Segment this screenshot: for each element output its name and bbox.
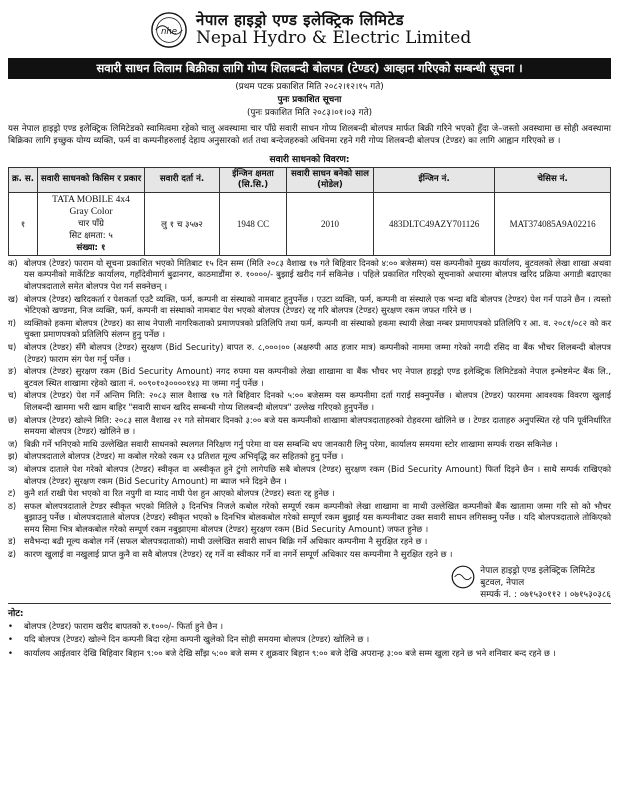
cell-chassis-no: MAT374085A9A02216 bbox=[495, 192, 611, 255]
bullet-icon: • bbox=[8, 634, 13, 645]
signature-address: बुटवल, नेपाल bbox=[480, 577, 525, 588]
svg-text:nhe: nhe bbox=[160, 26, 178, 37]
term-text: बोलपत्र (टेण्डर) सुरक्षण रकम (Bid Security Amount) नगद रुपमा यस कम्पनीको लेखा शाखामा वा बैंक भौचर भए नेपाल हाइड्रो एण्ड इलेक्ट्रिक लिमिटेडको नेपाल इन्भेष्टमेन्ट बैंक लि., बुटवल स्थित शाखामा रहेको खाता नं. ००९०१०३००००१४३ मा जम्मा गर्नु पर्नेछ । bbox=[24, 366, 611, 388]
company-logo bbox=[150, 11, 188, 49]
term-marker: ख) bbox=[8, 293, 19, 304]
col-header: चेसिस नं. bbox=[495, 167, 611, 192]
note-item bbox=[8, 648, 611, 660]
term-item bbox=[8, 366, 611, 389]
col-header: सवारी साधनको किसिम र प्रकार bbox=[38, 167, 145, 192]
cell-reg-no: लु १ च ३५७२ bbox=[145, 192, 220, 255]
note-item bbox=[8, 634, 611, 646]
vehicle-line: Gray Color bbox=[69, 206, 113, 217]
term-item bbox=[8, 488, 611, 500]
cell-engine-cc: 1948 CC bbox=[220, 192, 287, 255]
divider bbox=[8, 603, 611, 604]
header bbox=[8, 4, 611, 56]
term-item bbox=[8, 318, 611, 341]
term-text: बोलपत्रदाताले बोलपत्र (टेण्डर) मा कबोल गरेको रकम १३ प्रतिशत मूल्य अभिवृद्धि कर सहितको हुनु पर्नेछ । bbox=[24, 451, 344, 462]
term-text: सवैभन्दा बढी मूल्य कबोल गर्ने (सफल बोलपत्रदाताको) माथी उल्लेखित सवारी साधन बिक्रि गर्ने अधिकार कम्पनीमा नै सुरक्षित रहने छ । bbox=[24, 536, 428, 547]
term-text: कारण खुलाई वा नखुलाई प्राप्त कुनै वा सवै बोलपत्र (टेण्डर) रद्द गर्ने वा स्वीकार गर्ने वा नगर्ने सम्पूर्ण अधिकार यस कम्पनीमा नै सुरक्षित रहने छ । bbox=[24, 549, 453, 560]
company-name-en: Nepal Hydro & Electric Limited bbox=[196, 27, 472, 48]
cell-engine-no: 483DLTC49AZY701126 bbox=[374, 192, 495, 255]
term-text: व्यक्तिको हकमा बोलपत्र (टेण्डर) का साथ नेपाली नागरिकताको प्रमाणपत्रको प्रतिलिपि तथा फर्म, कम्पनी वा संस्थाको हकमा स्थायी लेखा नम्बर प्रमाणपत्रको प्रतिलिपि र आ. व. २०८१/०८२ को कर चुक्ता प्रमाणपत्रको प्रतिलिपि संलग्न हुनु पर्नेछ । bbox=[24, 317, 611, 340]
term-marker: ङ) bbox=[8, 366, 17, 377]
term-item bbox=[8, 294, 611, 317]
term-marker: ञ) bbox=[8, 463, 18, 474]
term-text: सफल बोलपत्रदाताले टेण्डर स्वीकृत भएको मितिले ३ दिनभित्र निजले कबोल गरेको सम्पूर्ण रकम कम्पनीको लेखा शाखामा वा माथी उल्लेखित कम्पनीको बैंक खातामा जम्मा गरि सो को भौचर बुझाउनु पर्नेछ । बोलपत्रदाताले बोलपत्र (टेण्डर) स्वीकृत भएको ७ दिनभित्र बोलकबोल गरेको सम्पूर्ण रकम बुझाई यस कम्पनीबाट उक्त सवारी साधन लगिसक्नु पर्नेछ । यदि बोलपत्रदाताले तोकिएको समय सिमा भित्र बोलकबोल गरेको सम्पूर्ण रकम नबुझाएमा बोलपत्र (टेण्डर) सुरक्षण रकम (Bid Security Amount) जफत हुनेछ । bbox=[24, 500, 611, 534]
term-marker: घ) bbox=[8, 341, 17, 352]
term-marker: ग) bbox=[8, 317, 16, 328]
note-text: बोलपत्र (टेण्डर) फाराम खरीद बापतको रु.१०००/- फिर्ता हुने छैन । bbox=[24, 620, 224, 631]
term-marker: छ) bbox=[8, 414, 18, 425]
col-header: ईन्जिन नं. bbox=[374, 167, 495, 192]
republished-title: पुनः प्रकाशित सूचना bbox=[277, 95, 342, 105]
term-marker: ढ) bbox=[8, 549, 16, 560]
term-item bbox=[8, 451, 611, 463]
table-header-row bbox=[9, 167, 611, 192]
note-text: यदि बोलपत्र (टेण्डर) खोल्ने दिन कम्पनी बिदा रहेमा कम्पनी खुलेको दिन सोही समयमा बोलपत्र (टेण्डर) खोलिने छ । bbox=[24, 634, 370, 645]
term-item bbox=[8, 464, 611, 487]
vehicle-line: चार पाँग्रे bbox=[78, 218, 104, 229]
vehicle-line: TATA MOBILE 4x4 bbox=[52, 194, 130, 205]
publish-first-date: (प्रथम पटक प्रकाशित मिति २०८२।१२।१५ गते) bbox=[235, 82, 384, 92]
company-logo-small bbox=[451, 565, 475, 589]
republished-date: (पुनः प्रकाशित मिति २०८३।०१।०३ गते) bbox=[246, 108, 373, 118]
bullet-icon: • bbox=[8, 648, 13, 659]
term-item bbox=[8, 536, 611, 548]
table-row bbox=[9, 192, 611, 255]
notes-title: नोट: bbox=[8, 608, 24, 619]
term-marker: झ) bbox=[8, 451, 18, 462]
term-text: बोलपत्र (टेण्डर) खोल्ने मिति: २०८३ साल वैशाख २१ गते सोमबार दिनको ३:०० बजे यस कम्पनीको शाखामा बोलपत्रदाताहरुको रोहवरमा खोलिने छ । टेण्डर दाताहरु अनुपस्थित रहे पनि पूर्वनिर्धारित समयमा बोलपत्र (टेण्डर) खोलिने छ । bbox=[24, 414, 611, 437]
intro-paragraph: यस नेपाल हाइड्रो एण्ड इलेक्ट्रिक लिमिटेडको स्वामित्वमा रहेको चालु अवस्थामा चार पाँग्रे सवारी साधन गोप्य शिलबन्दी बोलपत्र मार्फत बिक्री गरिने भएको हुँदा जे–जस्तो अवस्थामा छ सोही अवस्थामा बिक्रिका लागि इच्छुक योग्य व्यक्ति, फर्म वा कम्पनीहरुलाई देहाय अनुसारको शर्त तथा बन्देजहरुको अधिनमा रहने गरी गोप्य शिलबन्दी बोलपत्र (टेण्डर) का लागि आह्वान गरिएको छ । bbox=[8, 124, 611, 147]
note-item bbox=[8, 621, 611, 633]
term-item bbox=[8, 390, 611, 413]
term-item bbox=[8, 415, 611, 438]
col-header: सवारी साधन बनेको साल (मोडेल) bbox=[287, 167, 374, 192]
term-marker: च) bbox=[8, 390, 17, 401]
term-text: बोलपत्र दाताले पेश गरेको बोलपत्र (टेण्डर) स्वीकृत वा अस्वीकृत हुने टुंगो लागेपछि सबै बोलपत्र (टेण्डर) सुरक्षण रकम (Bid Security Amount) फिर्ता दिइने छैन । साथै सम्पर्क राखिएको बोलपत्र (टेण्डर) सुरक्षण रकम (Bid Security Amount) मा ब्याज भने दिइने छैन । bbox=[24, 463, 611, 486]
term-marker: ट) bbox=[8, 488, 16, 499]
term-text: बोलपत्र (टेण्डर) फाराम यो सूचना प्रकाशित भएको मितिबाट १५ दिन सम्म (मिति २०८३ वैशाख १७ गते बिहिवार दिनको ४:०० बजेसम्म) यस कम्पनीको मुख्य कार्यालय, बुटवलको लेखा शाखा अथवा यस कम्पनीको मार्केटिङ कार्यालय, गहाँदेवीमार्ग बुढानगर, काठमाडौंमा रु. १००००/- बुझाई खरीद गर्न सकिनेछ । पहिले प्रकाशित गरिएको सूचनाको अधारमा बोलपत्र खरिद प्रक्रिया अगाडी बढाएका बोलपत्रदाताले समेत बोलपत्र पेश गर्न सक्नेछन् । bbox=[24, 257, 611, 291]
term-marker: ड) bbox=[8, 536, 16, 547]
term-text: कुनै शर्त राखी पेश भएको वा रित नपुगी वा म्याद नाघी पेश हुन आएको बोलपत्र (टेण्डर) स्वतः रद्द हुनेछ । bbox=[24, 488, 335, 499]
col-header: ईन्जिन क्षमता (सि.सि.) bbox=[220, 167, 287, 192]
term-item bbox=[8, 342, 611, 365]
term-text: बिक्री गर्ने भनिएको माथि उल्लेखित सवारी साधनको स्थलगत निरिक्षण गर्नु परेमा वा यस सम्बन्धि थप जानकारी लिनु परेमा, कार्यालय समयमा स्टोर शाखामा सम्पर्क राख्न सकिनेछ । bbox=[24, 438, 558, 449]
vehicle-qty: संख्या: १ bbox=[76, 242, 106, 253]
col-header: क्र. स. bbox=[9, 167, 38, 192]
signature-company: नेपाल हाइड्रो एण्ड इलेक्ट्रिक लिमिटेड bbox=[480, 565, 595, 576]
terms-list bbox=[8, 258, 611, 561]
signature-contact: सम्पर्क नं. : ०७१५३०११२ । ०७१५३०३८६ bbox=[480, 589, 611, 600]
cell-model-year: 2010 bbox=[287, 192, 374, 255]
cell-vehicle-type bbox=[38, 192, 145, 255]
term-text: बोलपत्र (टेण्डर) खरिदकर्ता र पेशकर्ता एउटै व्यक्ति, फर्म, कम्पनी वा संस्थाको नामबाट हुनुपर्नेछ । एउटा व्यक्ति, फर्म, कम्पनी वा संस्थाले एक भन्दा बढि बोलपत्र (टेण्डर) पेश गर्न पाउने छैन । त्यस्तो भेटिएको खण्डमा, निज व्यक्ति, फर्म, कम्पनी वा संस्थाको नामबाट पेश भएको बोलपत्र (टेण्डर) रद्द गरि बोलपत्र (टेण्डर) सुरक्षण रकम जफत गरिने छ । bbox=[24, 293, 611, 316]
term-marker: ठ) bbox=[8, 500, 17, 511]
term-item bbox=[8, 549, 611, 561]
term-item bbox=[8, 439, 611, 451]
vehicle-table-title: सवारी साधनको विवरण: bbox=[269, 154, 350, 165]
note-text: कार्यालय आईतवार देखि बिहिवार बिहान ९:०० बजे देखि साँझ ५:०० बजे सम्म र शुक्रवार बिहान ९:०० बजे देखि अपरान्ह ३:०० बजे सम्म खुला रहने छ भने शनिवार बन्द रहने छ । bbox=[24, 648, 556, 659]
notice-banner: सवारी साधन लिलाम बिक्रीका लागि गोप्य शिलबन्दी बोलपत्र (टेण्डर) आव्हान गरिएको सम्बन्धी सूचना । bbox=[8, 58, 611, 79]
company-name-np: नेपाल हाइड्रो एण्ड इलेक्ट्रिक लिमिटेड bbox=[196, 10, 405, 29]
vehicle-line: सिट क्षमता: ५ bbox=[69, 230, 113, 241]
bullet-icon: • bbox=[8, 620, 13, 631]
col-header: सवारी दर्ता नं. bbox=[145, 167, 220, 192]
term-text: बोलपत्र (टेण्डर) पेश गर्ने अन्तिम मिति: २०८३ साल वैशाख १७ गते बिहिवार दिनको ५:०० बजेसम्म यस कम्पनीमा दर्ता गराई सक्नुपर्नेछ । बोलपत्र (टेण्डर) फारममा आवश्यक विवरण खुलाई शिलबन्दी खाममा भरी खाम बाहिर "सवारी साधन खरिद सम्बन्धी गोप्य शिलबन्दी बोलपत्र" उल्लेख गरिएको हुनुपर्नेछ । bbox=[24, 390, 611, 412]
term-marker: क) bbox=[8, 257, 18, 268]
term-marker: ज) bbox=[8, 438, 18, 449]
term-item bbox=[8, 258, 611, 293]
signature-block bbox=[8, 565, 611, 601]
vehicle-table bbox=[8, 167, 611, 256]
term-item bbox=[8, 501, 611, 536]
cell-sn: १ bbox=[9, 192, 38, 255]
term-text: बोलपत्र (टेण्डर) सँगै बोलपत्र (टेण्डर) सुरक्षण (Bid Security) बापत रु. ८,०००।०० (अक्षरुपी आठ हजार मात्र) कम्पनीको नाममा जम्मा गरेको नगदी रसिद वा बैंक भौचर शिलबन्दी बोलपत्र (टेण्डर) फाराम संग पेश गर्नु पर्नेछ । bbox=[24, 341, 611, 364]
